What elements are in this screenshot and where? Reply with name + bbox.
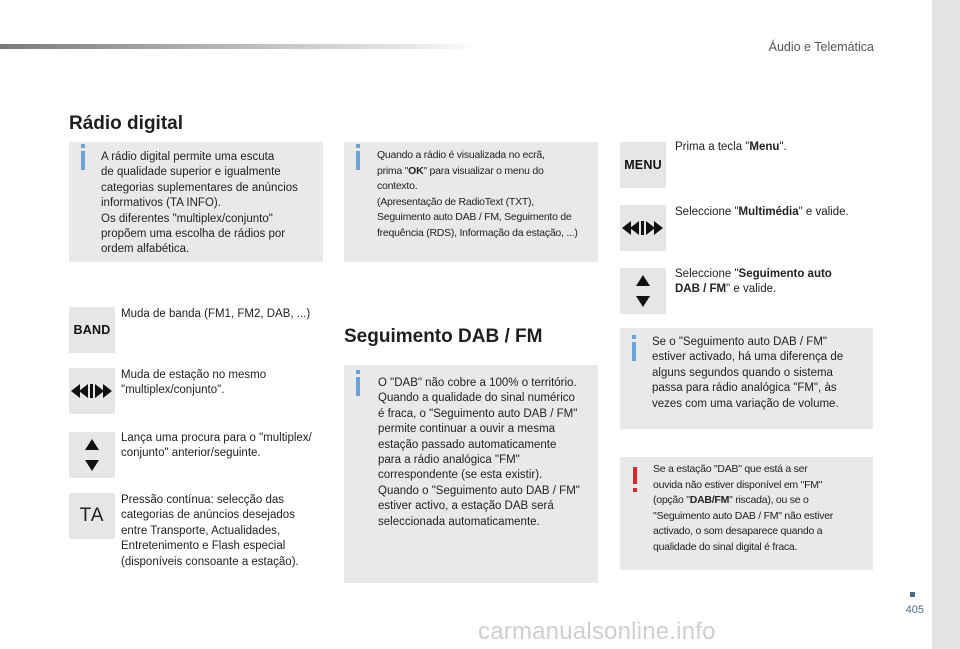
step-3-key: Seguimento auto DAB / FM [675,268,832,296]
step-3-text [675,267,875,298]
warning-box [620,457,873,570]
info-icon [356,377,360,396]
warning-icon [633,467,637,484]
ta-button-icon [69,493,115,539]
info-icon [632,342,636,361]
step-2-pre: Seleccione " [675,206,739,218]
band-label: BAND [73,323,111,337]
info-box-display [344,142,598,262]
page-edge-strip [932,0,960,649]
info-box-text: A rádio digital permite uma escuta de qualidade superior e igualmente categorias suplementares de anúncios informativos (TA INFO). Os diferentes "multiplex/conjunto" propõem uma escolha de rádios por ordem alfabética. [101,151,298,256]
step-1-key: Menu [749,141,780,153]
band-description: Muda de banda (FM1, FM2, DAB, ...) [121,308,311,320]
step-2-text [675,205,875,220]
warning-text [653,462,871,556]
step-3-pre: Seleccione " [675,268,739,280]
display-line-2-pre: prima " [377,164,409,177]
display-rest: contexto. (Apresentação de RadioText (TXT), Seguimento auto DAB / FM, Seguimento de frequência (RDS), Informação da estação, ...) [377,180,578,239]
info-box-text: O "DAB" não cobre a 100% o território. Quando a qualidade do sinal numérico é fraca, o "Seguimento auto DAB / FM" permite continuar a ouvir a mesma estação passado automaticamente para a rádio analógica "FM" correspondente (se esta existir). Quando o "Seguimento auto DAB / FM" estiver activo, a estação DAB será seleccionada automaticamente. [378,377,580,528]
watermark: carmanualsonline.info [478,618,716,645]
info-icon [356,151,360,170]
info-box-text: Se o "Seguimento auto DAB / FM" estiver activado, há uma diferença de alguns segundos quando o sistema passa para rádio analógica "FM", às vezes com uma variação de volume. [652,336,844,410]
display-line-2-post: " para visualizar o menu do [423,164,544,177]
step-1-post: ". [779,141,787,153]
search-description: Lança uma procura para o "multiplex/ conjunto" anterior/seguinte. [121,432,312,460]
seek-arrows-icon [69,368,115,414]
seek-arrows-icon [620,205,666,251]
menu-button-icon [620,142,666,188]
up-down-arrows-icon [635,275,651,307]
step-2-key: Multimédia [738,206,799,218]
info-box-switch-note [620,328,873,429]
section-title-digital-radio: Rádio digital [69,113,183,134]
warning-pre: Se a estação "DAB" que está a ser ouvida não estiver disponível em "FM" (opção " [653,463,823,507]
seek-arrows-icon [622,221,664,235]
header-rule [0,44,480,49]
section-title-dab-fm: Seguimento DAB / FM [344,326,543,347]
ok-key-label: OK [408,164,424,177]
page-number: 405 [905,604,924,616]
info-box-dab [344,365,598,583]
seek-arrows-icon [71,384,113,398]
display-line-1: Quando a rádio é visualizada no ecrã, [377,149,545,161]
chapter-title: Áudio e Telemática [768,40,874,54]
warning-post: " riscada), ou se o "Seguimento auto DAB / FM" não estiver activado, o som desaparece quando a qualidade do sinal digital é fraca. [653,494,834,553]
ta-label: TA [79,505,105,526]
up-down-arrows-icon [69,432,115,478]
up-down-arrows-icon [620,268,666,314]
seek-description: Muda de estação no mesmo "multiplex/conjunto". [121,369,267,397]
warning-option: DAB/FM [689,494,730,507]
info-box-text [377,148,595,242]
info-box-digital-radio [69,142,323,262]
step-1-pre: Prima a tecla " [675,141,750,153]
ta-description: Pressão contínua: selecção das categorias de anúncios desejados entre Transporte, Actualidades, Entretenimento e Flash especial (disponíveis consoante a estação). [121,494,299,568]
up-down-arrows-icon [84,439,100,471]
step-1-text [675,140,875,155]
info-icon [81,151,85,170]
step-3-post: " e valide. [726,283,777,296]
step-2-post: " e valide. [798,206,849,218]
menu-label: MENU [624,158,662,172]
page-marker [910,592,915,597]
band-button-icon [69,307,115,353]
